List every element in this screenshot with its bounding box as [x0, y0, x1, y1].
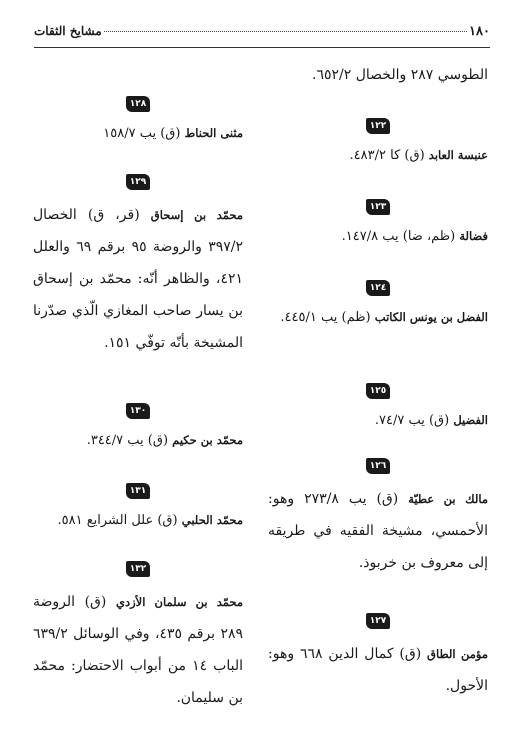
entry-130: [33, 403, 243, 453]
entry-number-badge: ١٢٣: [366, 199, 390, 215]
entry-127: [268, 613, 488, 702]
left-column: [33, 60, 244, 706]
entry-name: الفضل بن يونس الكاتب: [374, 310, 488, 324]
entry-ref: (ظم) يب ٤٤٥/١.: [280, 310, 375, 325]
entry-number-badge: ١٢٩: [126, 174, 150, 190]
entry-number-badge: ١٣١: [126, 483, 150, 499]
entry-number-badge: ١٢٥: [366, 383, 390, 399]
entry-ref: (ق) علل الشرايع ٥٨١.: [57, 513, 182, 528]
entry-129: [33, 174, 243, 359]
carryover-text: الطوسي ٢٨٧ والخصال ٦٥٢/٢.: [312, 67, 488, 83]
entry-name: محمّد بن سلمان الأزدي: [115, 595, 243, 609]
entry-name: محمّد بن إسحاق: [150, 208, 244, 222]
running-header: [34, 24, 490, 44]
entry-name: فضالة: [459, 229, 488, 243]
entry-number-badge: ١٢٨: [126, 96, 150, 112]
header-rule: [34, 47, 490, 48]
entry-ref: (ق) يب ٣٤٤/٧.: [86, 433, 173, 448]
entry-ref: (ق) الروضة ٢٨٩ برقم ٤٣٥، وفي الوسائل ٦٣٩/٢ الباب ١٤ من أبواب الاحتضار: محمّد بن سليمان.: [33, 594, 244, 706]
entry-name: مؤمن الطاق: [427, 647, 489, 661]
entry-ref: (ظم، ضا) يب ١٤٧/٨.: [341, 229, 460, 244]
entry-128: [33, 96, 243, 146]
page-number: ١٨٠: [469, 24, 490, 39]
entry-name: عنبسة العابد: [428, 148, 488, 162]
entry-ref: (ق) يب ٧٤/٧.: [374, 413, 454, 428]
entry-ref: (ق) يب ١٥٨/٧: [103, 126, 185, 141]
entry-ref: (ق) يب ٢٧٣/٨ وهو: الأحمسي، مشيخة الفقيه في طريقه إلى معروف بن خربوذ.: [268, 491, 488, 571]
entry-name: محمّد بن حكيم: [172, 433, 243, 447]
header-dot-leader: [104, 31, 467, 32]
entry-122: [268, 118, 488, 168]
entry-number-badge: ١٢٢: [366, 118, 390, 134]
entry-name: محمّد الحلبي: [181, 513, 243, 527]
entry-number-badge: ١٣٠: [126, 403, 150, 419]
entry-number-badge: ١٢٧: [366, 613, 390, 629]
entry-number-badge: ١٣٢: [126, 561, 150, 577]
entry-name: مثنى الحناط: [184, 126, 243, 140]
entry-number-badge: ١٢٤: [366, 280, 390, 296]
entry-131: [33, 483, 243, 533]
entry-124: [268, 280, 488, 330]
entry-126: [268, 458, 488, 579]
entry-ref: (ق) كا ٤٨٣/٢.: [349, 148, 429, 163]
right-column: [268, 60, 488, 700]
entry-ref: (قر، ق) الخصال ٣٩٧/٢ والروضة ٩٥ برقم ٦٩ والعلل ٤٢١، والظاهر أنّه: محمّد بن إسحاق بن يسار صاحب المغازي الّذي صدّرنا المشيخة بأنّه توفّي ١٥١.: [33, 207, 244, 351]
entry-125: [268, 383, 488, 433]
header-title: مشايخ الثقات: [34, 24, 102, 38]
entry-ref: (ق) كمال الدين ٦٦٨ وهو: الأحول.: [268, 646, 488, 694]
entry-123: [268, 199, 488, 249]
entry-name: مالك بن عطيّة: [408, 492, 488, 506]
entry-number-badge: ١٢٦: [366, 458, 390, 474]
entry-132: [33, 561, 243, 714]
entry-name: الفضيل: [453, 413, 488, 427]
